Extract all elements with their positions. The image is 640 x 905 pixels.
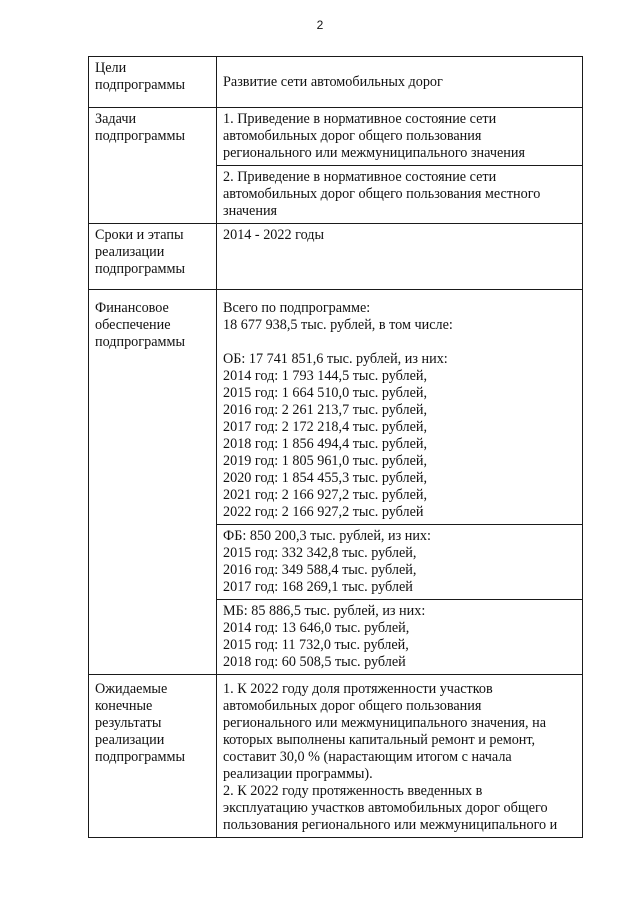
- finance-ob-line: 2019 год: 1 805 961,0 тыс. рублей,: [223, 453, 428, 469]
- task-2-cell: [217, 166, 583, 224]
- task-1-line: автомобильных дорог общего пользования: [223, 128, 482, 144]
- terms-value-cell: [217, 224, 583, 290]
- goals-label-cell: [89, 57, 217, 108]
- subprogram-passport-table: [88, 56, 583, 838]
- finance-label-cell: [89, 290, 217, 675]
- goals-label-line: подпрограммы: [95, 77, 185, 93]
- task-1-line: регионального или межмуниципального значения: [223, 145, 526, 161]
- task-1-line: 1. Приведение в нормативное состояние сети: [223, 111, 497, 127]
- terms-label-line: реализации: [95, 244, 165, 260]
- terms-label-cell: [89, 224, 217, 290]
- results-line: 2. К 2022 году протяженность введенных в: [223, 783, 483, 799]
- tasks-label-line: Задачи: [95, 111, 137, 127]
- results-label-cell: [89, 675, 217, 838]
- finance-total-line: 18 677 938,5 тыс. рублей, в том числе:: [223, 317, 453, 333]
- finance-row: [89, 290, 583, 525]
- results-label-line: Ожидаемые: [95, 681, 168, 697]
- results-line: которых выполнены капитальный ремонт и ремонт,: [223, 732, 536, 748]
- page-number: 2: [316, 18, 324, 32]
- finance-ob-line: 2014 год: 1 793 144,5 тыс. рублей,: [223, 368, 428, 384]
- finance-fb-line: 2015 год: 332 342,8 тыс. рублей,: [223, 545, 417, 561]
- results-line: эксплуатацию участков автомобильных дорог общего: [223, 800, 548, 816]
- goals-row: [89, 57, 583, 108]
- tasks-label-cell: [89, 108, 217, 224]
- results-line: пользования регионального или межмуниципального и: [223, 817, 558, 833]
- terms-label-line: подпрограммы: [95, 261, 185, 277]
- terms-row: [89, 224, 583, 290]
- finance-fb-line: 2016 год: 349 588,4 тыс. рублей,: [223, 562, 417, 578]
- task-2-line: автомобильных дорог общего пользования местного: [223, 186, 541, 202]
- results-line: составит 30,0 % (нарастающим итогом с начала: [223, 749, 512, 765]
- task-2-line: 2. Приведение в нормативное состояние сети: [223, 169, 497, 185]
- finance-fb-cell: [217, 525, 583, 600]
- finance-mb-line: 2014 год: 13 646,0 тыс. рублей,: [223, 620, 410, 636]
- tasks-row: [89, 108, 583, 166]
- results-label-line: результаты: [95, 715, 162, 731]
- results-label-line: реализации: [95, 732, 165, 748]
- results-line: регионального или межмуниципального значения, на: [223, 715, 546, 731]
- finance-fb-line: ФБ: 850 200,3 тыс. рублей, из них:: [223, 528, 431, 544]
- terms-label-line: Сроки и этапы: [95, 227, 184, 243]
- terms-value: 2014 - 2022 годы: [223, 227, 325, 243]
- finance-ob-line: 2022 год: 2 166 927,2 тыс. рублей: [223, 504, 424, 520]
- finance-mb-line: 2018 год: 60 508,5 тыс. рублей: [223, 654, 406, 670]
- finance-mb-cell: [217, 600, 583, 675]
- finance-ob-line: 2015 год: 1 664 510,0 тыс. рублей,: [223, 385, 428, 401]
- task-1-cell: [217, 108, 583, 166]
- task-2-line: значения: [223, 203, 278, 219]
- finance-mb-line: 2015 год: 11 732,0 тыс. рублей,: [223, 637, 409, 653]
- finance-ob-line: 2016 год: 2 261 213,7 тыс. рублей,: [223, 402, 428, 418]
- finance-ob-line: 2018 год: 1 856 494,4 тыс. рублей,: [223, 436, 428, 452]
- results-line: автомобильных дорог общего пользования: [223, 698, 482, 714]
- finance-label-line: подпрограммы: [95, 334, 185, 350]
- tasks-label-line: подпрограммы: [95, 128, 185, 144]
- finance-ob-line: 2020 год: 1 854 455,3 тыс. рублей,: [223, 470, 428, 486]
- goals-label-line: Цели: [95, 60, 127, 76]
- goals-value-cell: [217, 57, 583, 108]
- results-label-line: подпрограммы: [95, 749, 185, 765]
- finance-fb-line: 2017 год: 168 269,1 тыс. рублей: [223, 579, 413, 595]
- results-row: [89, 675, 583, 838]
- results-label-line: конечные: [95, 698, 153, 714]
- goals-value: Развитие сети автомобильных дорог: [223, 73, 443, 90]
- finance-ob-line: 2017 год: 2 172 218,4 тыс. рублей,: [223, 419, 428, 435]
- results-value-cell: [217, 675, 583, 838]
- finance-ob-cell: [217, 290, 583, 525]
- finance-label-line: Финансовое: [95, 300, 169, 316]
- finance-ob-line: 2021 год: 2 166 927,2 тыс. рублей,: [223, 487, 428, 503]
- finance-total-line: Всего по подпрограмме:: [223, 300, 371, 316]
- finance-mb-line: МБ: 85 886,5 тыс. рублей, из них:: [223, 603, 426, 619]
- finance-ob-line: ОБ: 17 741 851,6 тыс. рублей, из них:: [223, 351, 448, 367]
- results-line: 1. К 2022 году доля протяженности участков: [223, 681, 493, 697]
- finance-label-line: обеспечение: [95, 317, 171, 333]
- results-line: реализации программы).: [223, 766, 373, 782]
